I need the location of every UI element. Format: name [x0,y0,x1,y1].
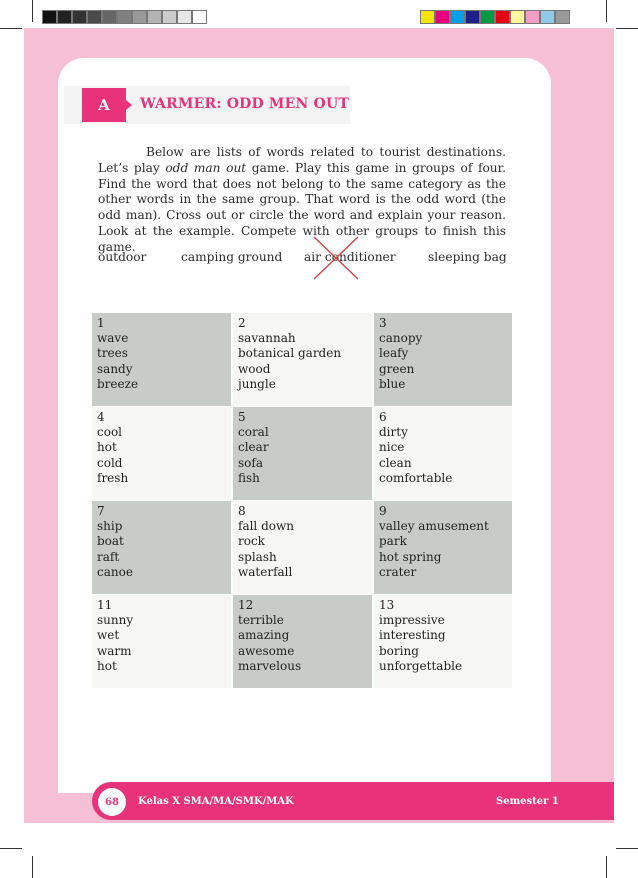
word-group-cell [233,407,374,500]
group-word[interactable]: awesome [238,643,295,658]
color-swatch [57,10,72,24]
group-word[interactable]: ship [97,519,123,534]
group-word[interactable]: warm [97,643,132,658]
group-word[interactable]: sunny [97,613,134,628]
crop-mark [616,28,638,29]
color-swatch [72,10,87,24]
color-swatch [42,10,57,24]
instructions-paragraph [98,145,506,256]
group-word[interactable]: crater [379,564,417,579]
group-word[interactable]: jungle [238,376,276,391]
group-word[interactable]: leafy [379,346,409,361]
instructions-game-name: odd man out [165,160,247,175]
word-group-cell [92,313,233,406]
group-number: 3 [379,316,387,330]
color-swatch [555,10,570,24]
instructions-text-1: Below are lists of words related to tourist destinations. Let’s play [98,145,506,175]
word-group-cell [233,313,374,406]
group-word[interactable]: interesting [379,628,446,643]
group-word[interactable]: park [379,534,407,549]
crop-mark [32,0,33,22]
group-word[interactable]: wave [97,331,129,346]
group-word[interactable]: unforgettable [379,658,463,673]
group-word[interactable]: valley amusement [379,519,489,534]
color-swatch [435,10,450,24]
group-number: 12 [238,598,254,612]
word-group-cell [92,407,233,500]
group-number: 9 [379,504,387,518]
color-swatch [465,10,480,24]
group-word[interactable]: amazing [238,628,290,643]
group-word[interactable]: boat [97,534,124,549]
group-word[interactable]: wood [238,361,271,376]
group-word[interactable]: clean [379,455,412,470]
color-swatch [420,10,435,24]
group-word[interactable]: botanical garden [238,346,342,361]
group-word[interactable]: wet [97,628,120,643]
group-number: 11 [97,598,113,612]
color-swatch [510,10,525,24]
group-number: 8 [238,504,246,518]
group-word[interactable]: fresh [97,470,129,485]
word-group-cell [374,595,514,688]
crop-mark [32,856,33,878]
color-swatch [147,10,162,24]
group-word[interactable]: sofa [238,455,263,470]
group-number: 6 [379,410,387,424]
group-word[interactable]: marvelous [238,658,302,673]
group-word[interactable]: coral [238,425,269,440]
group-word[interactable]: canoe [97,564,133,579]
crop-mark [606,0,607,22]
group-word[interactable]: clear [238,440,269,455]
group-word[interactable]: waterfall [238,564,293,579]
color-swatch [162,10,177,24]
group-word[interactable]: blue [379,376,406,391]
semester-label: Semester 1 [496,796,559,807]
group-word[interactable]: sandy [97,361,133,376]
section-letter: A [82,88,126,122]
color-swatch [87,10,102,24]
word-group-cell [92,501,233,594]
gray-calibration-bar [42,10,207,24]
group-word[interactable]: fish [238,470,260,485]
word-group-cell [233,595,374,688]
group-word[interactable]: hot spring [379,549,442,564]
group-word[interactable]: hot [97,658,117,673]
group-word[interactable]: raft [97,549,120,564]
group-word[interactable]: terrible [238,613,284,628]
color-swatch [495,10,510,24]
group-word[interactable]: boring [379,643,419,658]
crop-mark [606,856,607,878]
group-word[interactable]: trees [97,346,128,361]
crop-mark [0,28,22,29]
example-word-4: sleeping bag [428,250,507,264]
color-swatch [117,10,132,24]
group-word[interactable]: fall down [238,519,294,534]
color-swatch [132,10,147,24]
group-word[interactable]: comfortable [379,470,453,485]
color-swatch [450,10,465,24]
group-word[interactable]: green [379,361,415,376]
group-number: 1 [97,316,105,330]
crop-mark [616,848,638,849]
group-word[interactable]: nice [379,440,405,455]
group-number: 4 [97,410,105,424]
color-calibration-bar [420,10,570,24]
group-word[interactable]: dirty [379,425,408,440]
group-word[interactable]: splash [238,549,277,564]
example-word-1: outdoor [98,250,147,264]
example-word-2: camping ground [181,250,283,264]
page-number: 68 [98,788,126,816]
cross-out-mark-icon [310,235,362,281]
group-word[interactable]: breeze [97,376,139,391]
group-number: 7 [97,504,105,518]
group-word[interactable]: canopy [379,331,423,346]
group-number: 2 [238,316,246,330]
color-swatch [525,10,540,24]
color-swatch [192,10,207,24]
group-number: 13 [379,598,395,612]
color-swatch [177,10,192,24]
group-word[interactable]: savannah [238,331,296,346]
group-word[interactable]: hot [97,440,117,455]
word-group-cell [374,501,514,594]
word-group-cell [374,407,514,500]
color-swatch [540,10,555,24]
section-title: WARMER: ODD MEN OUT [140,96,349,112]
instructions-text-2: game. Play this game in groups of four. Find the word that does not belong to the same category as the other words in the same group. That word is the odd word (the odd man). Cross out or circle the word and explain your reason. Look at the example. Compete with other groups to finish this game. [98,160,507,254]
group-word[interactable]: cold [97,455,123,470]
word-group-cell [92,595,233,688]
group-number: 5 [238,410,246,424]
group-word[interactable]: rock [238,534,265,549]
word-group-cell [374,313,514,406]
word-group-cell [233,501,374,594]
group-word[interactable]: impressive [379,613,445,628]
odd-man-out-table [92,313,514,688]
group-word[interactable]: cool [97,425,123,440]
color-swatch [102,10,117,24]
crop-mark [0,848,22,849]
example-word-3: air conditioner [304,250,396,264]
section-arrow-icon [126,100,132,110]
color-swatch [480,10,495,24]
book-title: Kelas X SMA/MA/SMK/MAK [138,796,294,807]
